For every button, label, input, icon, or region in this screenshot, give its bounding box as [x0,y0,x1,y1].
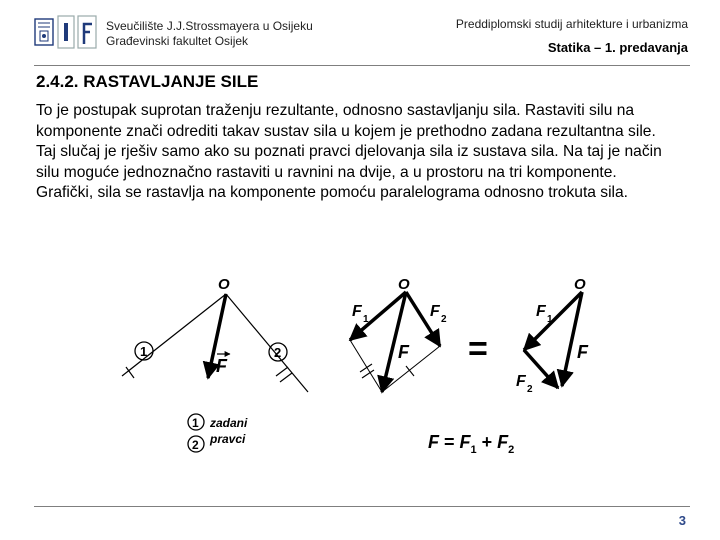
footer-divider [34,506,690,507]
legend [188,414,248,452]
line-2-label: 2 [274,345,282,360]
force-triangle-diagram [516,276,589,395]
force-f1-label: F [536,303,546,320]
line-1-label: 1 [140,344,148,359]
tick-mark [280,373,292,382]
force-f-label: F [216,356,227,376]
legend-text-zadani: zadani [210,416,248,430]
force-f-label: F [398,342,409,362]
equation-lhs: F [428,432,439,452]
point-o-label: O [398,276,410,293]
course-title: Statika – 1. predavanja [547,40,688,55]
logo-emblem-icon [34,14,98,52]
header-divider [34,65,690,66]
study-program: Preddiplomski studij arhitekture i urbanizma [455,17,688,31]
institution-line-2: Građevinski fakultet Osijek [106,34,249,48]
force-f1-subscript: 1 [363,314,369,325]
page-number: 3 [678,513,686,528]
force-f1-subscript: 1 [547,314,553,325]
force-decomposition-figure [100,272,660,472]
tick-mark [276,367,288,376]
section-title: 2.4.2. RASTAVLJANJE SILE [36,72,259,91]
force-f2-subscript: 2 [527,384,533,395]
university-logo [34,14,98,52]
parallelogram-edge [350,340,382,392]
equation-equals: = [439,432,460,452]
header-right [456,17,688,55]
point-o-label: O [574,276,586,293]
force-f-arrow [562,292,582,386]
equation-term-1: F [459,432,471,452]
parallelogram-diagram [350,276,447,392]
force-f2-label: F [516,373,526,390]
equation-term-1-sub: 1 [470,444,477,456]
legend-number-1: 1 [192,416,199,430]
given-directions-diagram [122,276,308,392]
body-text [36,101,686,204]
force-f1-arrow [524,292,582,350]
equation-term-2-sub: 2 [508,444,515,456]
force-f2-subscript: 2 [441,314,447,325]
force-f2-label: F [430,303,440,320]
institution-line-1: Sveučilište J.J.Strossmayera u Osijeku [106,19,313,33]
equation-term-2: F [497,432,509,452]
equals-sign: = [468,330,488,368]
paragraph-3: Grafički, sila se rastavlja na komponente pomoću paralelograma odnosno trokuta sila. [36,184,629,201]
force-f1-label: F [352,303,362,320]
legend-text-pravci: pravci [210,432,246,446]
figure-svg [100,272,660,472]
equation-plus: + [476,432,498,452]
paragraph-2: Taj slučaj je rješiv samo ako su poznati pravci djelovanja sila iz sustava sila. Na taj je način silu moguće jednoznačno rastaviti u ravnini na dvije, a u prostoru na tri komponente. [36,143,662,181]
direction-line-2 [226,294,308,392]
paragraph-1: To je postupak suprotan traženju rezultante, odnosno sastavljanju sila. Rastaviti silu na komponente znači odrediti takav sustav sila u kojem je prethodno zadana rezultantna sile. [36,102,656,140]
force-f-label: F [577,342,588,362]
point-o-label: O [218,276,230,293]
vector-equation [428,432,514,456]
legend-number-2: 2 [192,438,199,452]
equation-text [428,432,514,456]
institution-info [106,19,313,49]
force-f2-arrow [524,350,558,388]
